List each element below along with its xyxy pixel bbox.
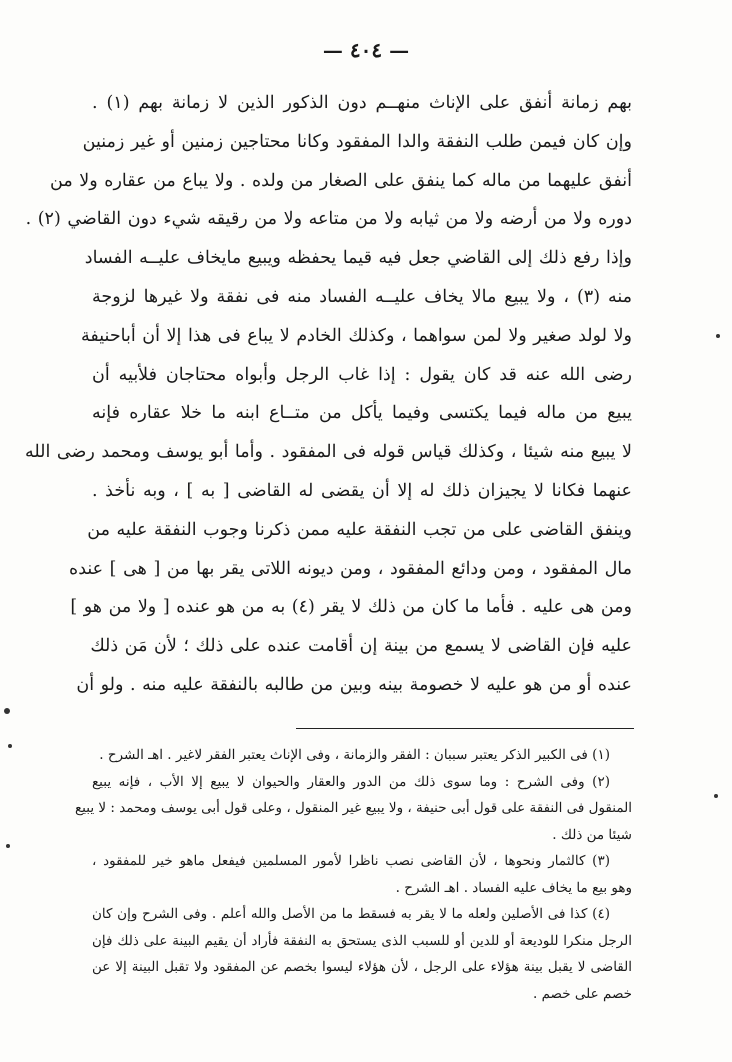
footnote-line: المنقول فى النفقة على قول أبى حنيفة ، ولا يبيع غير المنقول ، وعلى قول أبى يوسف ومحمد : لا يبيع [74, 800, 632, 816]
footnote-line: وهو بيع ما يخاف عليه الفساد . اهـ الشرح . [395, 879, 632, 896]
text-line: أنفق عليهما من ماله كما ينفق على الصغار من ولده . ولا يباع من عقاره ولا من [50, 170, 632, 191]
margin-speck [6, 844, 10, 848]
margin-speck [714, 794, 718, 798]
text-line: رضى الله عنه قد كان يقول : إذا غاب الرجل وأبواه محتاجان فلأبيه أن [92, 364, 632, 385]
text-line: وينفق القاضى على من تجب النفقة عليه ممن ذكرنا وجوب النفقة عليه من [87, 519, 632, 540]
text-line: دوره ولا من أرضه ولا من ثيابه ولا من متاعه ولا من رقيقه شيء دون القاضي (٢) . [25, 209, 632, 230]
text-line: عليه فإن القاضى لا يسمع من بينة إن أقامت عنده على ذلك ؛ لأن مَن ذلك [90, 636, 632, 657]
text-line: عنهما فكانا لا يجيزان ذلك له إلا أن يقضى له القاضى [ به ] ، وبه نأخذ . [92, 480, 632, 501]
text-line: يبيع من ماله فيما يكتسى وفيما يأكل من متــاع ابنه ما خلا عقاره فإنه [92, 403, 632, 424]
margin-speck [8, 744, 12, 748]
text-line: بهم زمانة أنفق على الإناث منهــم دون الذكور الذين لا زمانة بهم (١) . [92, 93, 633, 113]
text-line: مال المفقود ، ومن ودائع المفقود ، ومن ديونه اللاتى يقر بها من [ هى ] عنده [69, 558, 632, 579]
footnote-line: (٢) وفى الشرح : وما سوى ذلك من الدور والعقار والحيوان لا يبيع إلا الأب ، فإنه يبيع [92, 773, 610, 790]
main-text-block [24, 84, 633, 705]
text-line: ولا لولد صغير ولا لمن سواهما ، وكذلك الخادم لا يباع فى هذا إلا أن أباحنيفة [81, 325, 632, 346]
footnote-line: شيئا من ذلك . [552, 826, 632, 843]
footnotes-block [74, 742, 632, 1007]
footnote-line: (١) فى الكبير الذكر يعتبر سببان : الفقر والزمانة ، وفى الإناث يعتبر الفقر لاغير . اهـ الشرح . [99, 747, 610, 763]
footnote-line: (٣) كالثمار ونحوها ، لأن القاضى نصب ناظرا لأمور المسلمين فيفعل ماهو خير للمفقود ، [92, 853, 610, 869]
text-line: لا يبيع منه شيئا ، وكذلك قياس قوله فى المفقود . وأما أبو يوسف ومحمد رضى الله [24, 442, 632, 463]
footnote-line: خصم على خصم . [532, 985, 632, 1002]
page-number: — ٤٠٤ — [322, 38, 410, 62]
text-line: وإن كان فيمن طلب النفقة والدا المفقود وكانا محتاجين زمنين أو غير زمنين [82, 131, 632, 152]
text-line: منه (٣) ، ولا يبيع مالا يخاف عليــه الفساد منه فى نفقة ولا غيرها لزوجة [92, 286, 632, 307]
text-line: عنده أو من هو عليه لا خصومة بينه وبين من طالبه بالنفقة عليه منه . ولو أن [76, 674, 632, 695]
footnote-divider [296, 728, 634, 729]
text-line: وإذا رفع ذلك إلى القاضي جعل فيه قيما يحفظه ويبيع مايخاف عليــه الفساد [84, 248, 632, 269]
footnote-line: الرجل منكرا للوديعة أو للدين أو للسبب الذى يستحق به النفقة فأراد أن يقيم البينة على ذلك فإن [92, 932, 632, 949]
margin-speck [4, 708, 10, 714]
footnote-line: (٤) كذا فى الأصلين ولعله ما لا يقر به فسقط ما من الأصل والله أعلم . وفى الشرح وإن كان [92, 906, 610, 922]
text-line: ومن هى عليه . فأما ما كان من ذلك لا يقر (٤) به من هو عنده [ ولا من هو ] [70, 597, 632, 618]
margin-speck [716, 334, 720, 338]
footnote-line: القاضى لا يقبل بينة هؤلاء على الرجل ، لأن هؤلاء ليسوا بخصم عن المفقود ولا تقبل البينة إلا عن [92, 959, 632, 975]
